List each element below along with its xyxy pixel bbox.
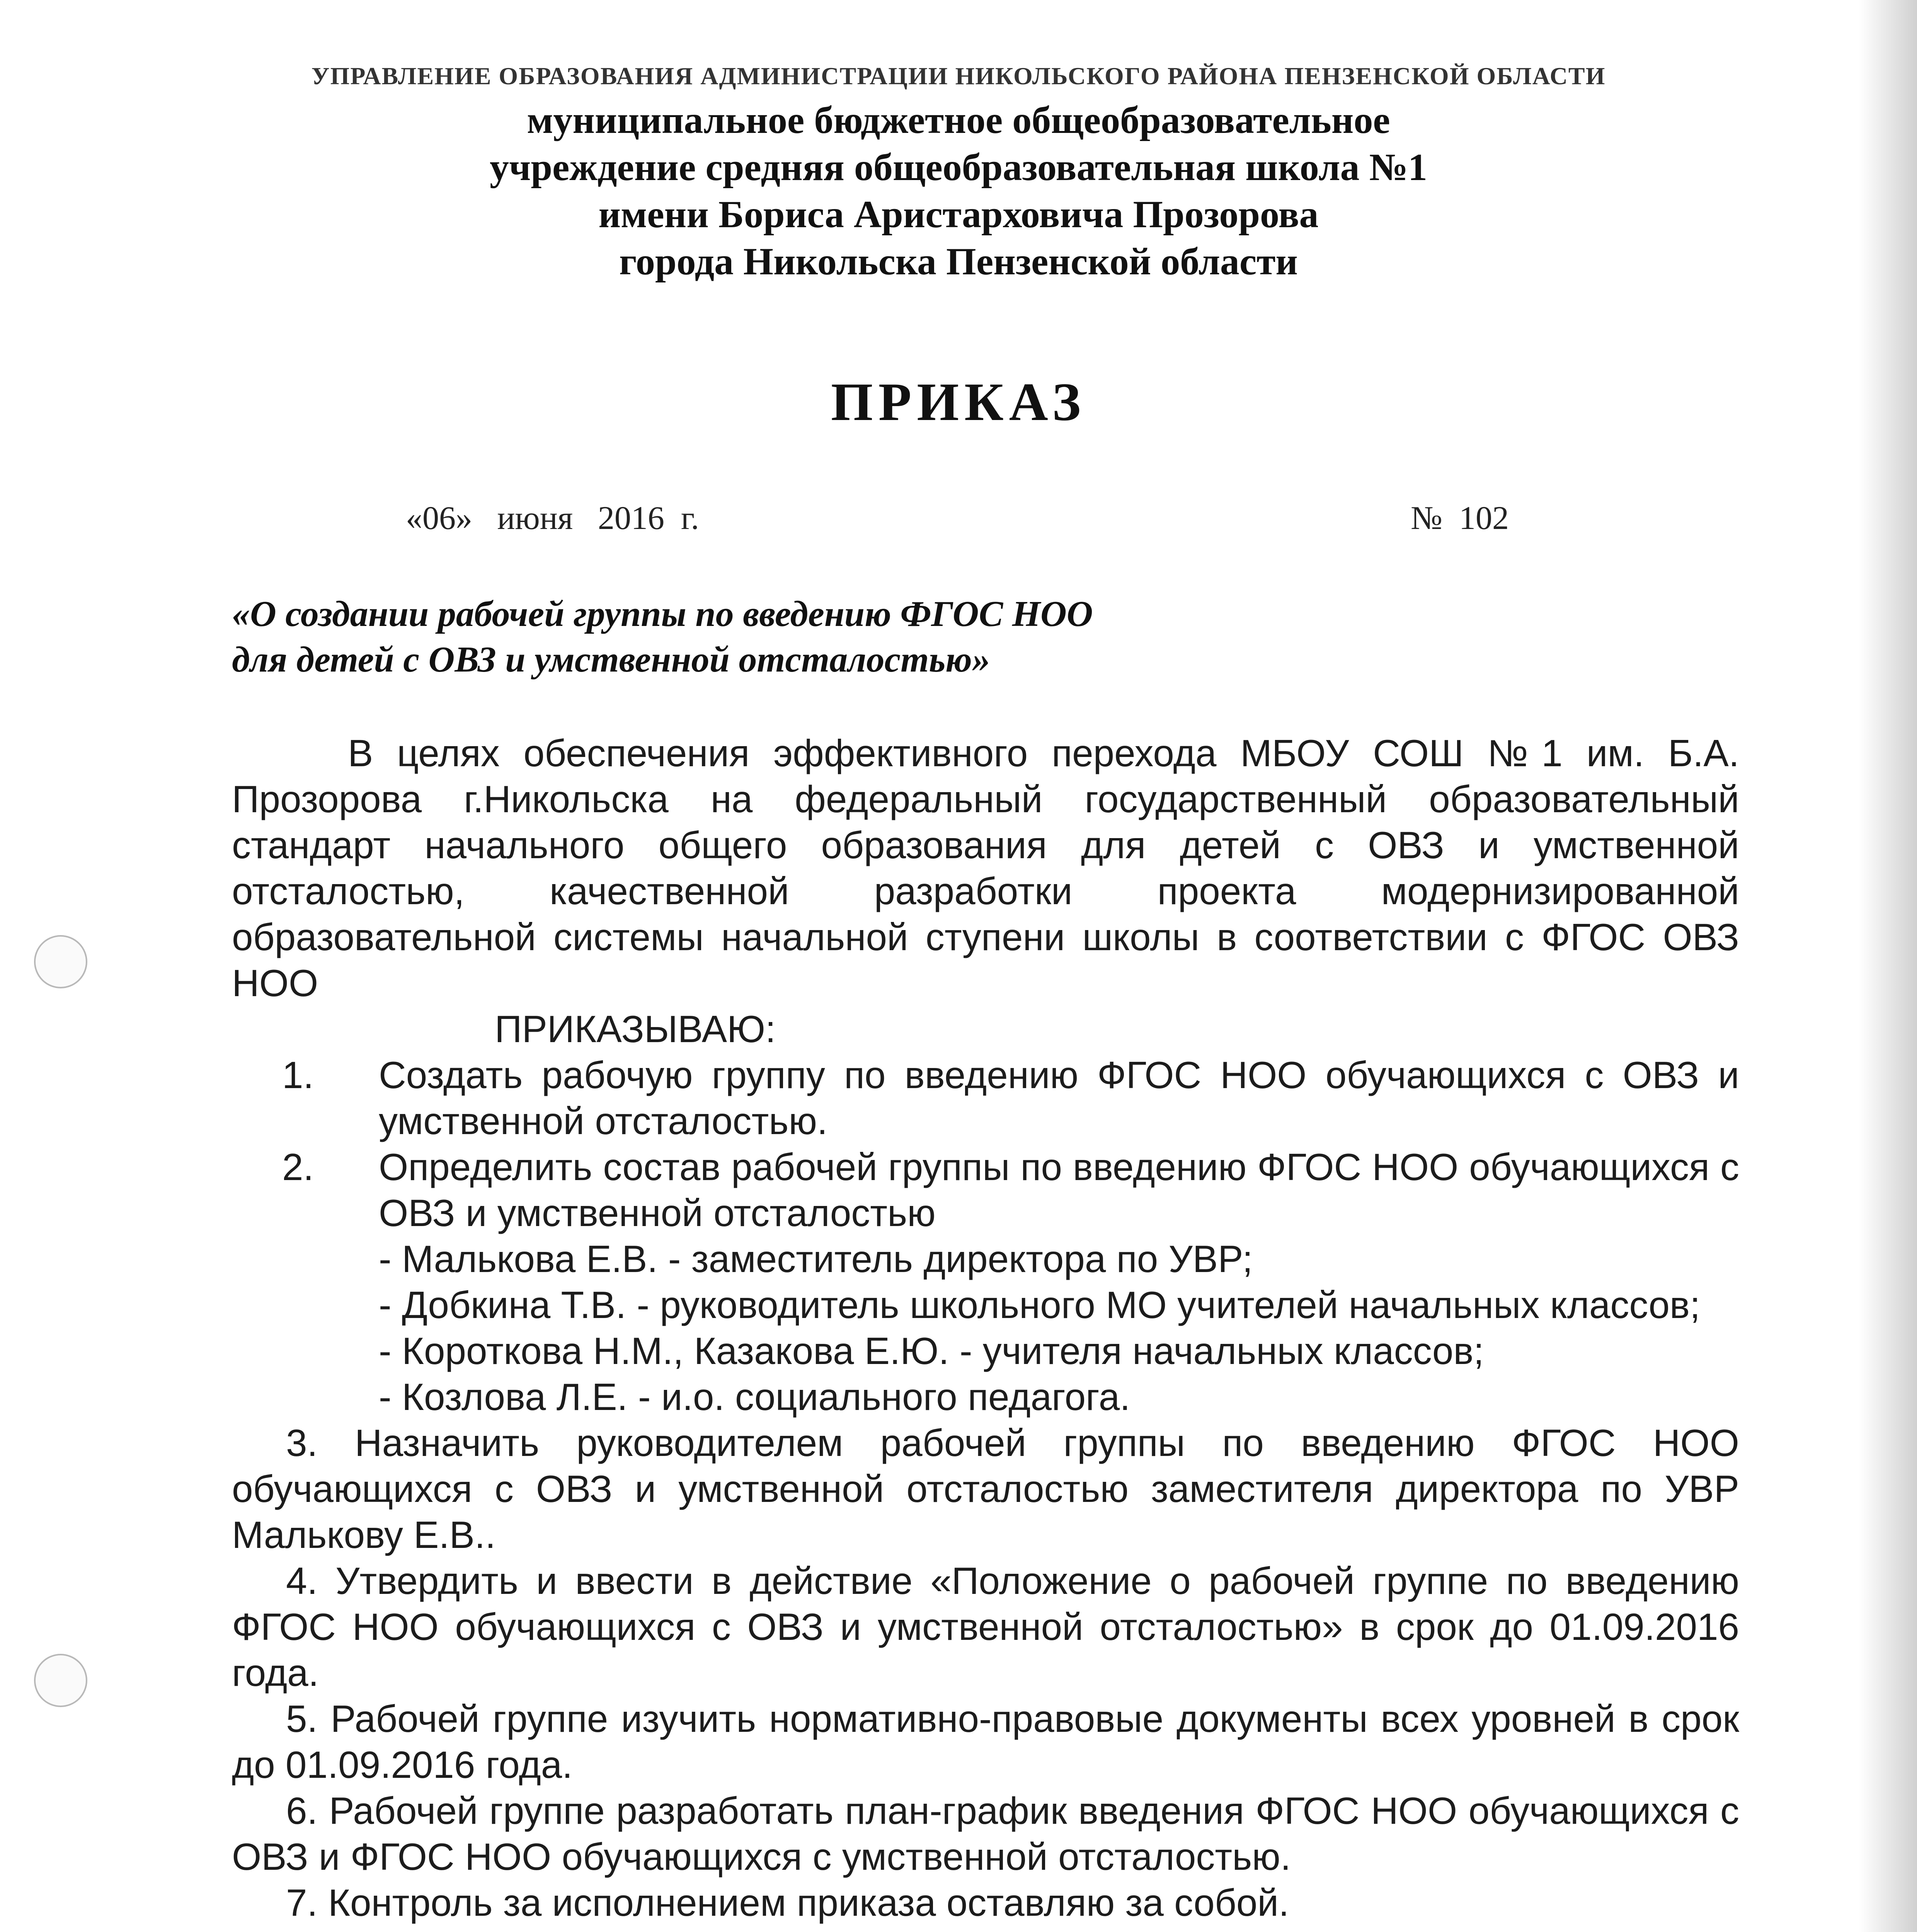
item-text: Рабочей группе изучить нормативно-правовые документы всех уровней в срок до 01.09.2016 года.: [232, 1697, 1739, 1786]
item-text: Назначить руководителем рабочей группы по введению ФГОС НОО обучающихся с ОВЗ и умственной отсталостью заместителя директора по УВР Малькову Е.В..: [232, 1422, 1739, 1556]
item-text: Рабочей группе разработать план-график введения ФГОС НОО обучающихся с ОВЗ и ФГОС НОО обучающихся с умственной отсталостью.: [232, 1789, 1739, 1878]
item-text: Контроль за исполнением приказа оставляю за собой.: [328, 1881, 1289, 1924]
subject-line: для детей с ОВЗ и умственной отсталостью»: [232, 639, 990, 680]
item-number: 6.: [286, 1789, 318, 1832]
order-item: [232, 1788, 1739, 1880]
item-number: 3.: [286, 1422, 318, 1464]
school-name-line: города Никольска Пензенской области: [619, 240, 1298, 283]
document-title: ПРИКАЗ: [831, 372, 1086, 432]
punch-hole-icon: [34, 1654, 87, 1707]
group-member: - Малькова Е.В. - заместитель директора по УВР;: [379, 1238, 1253, 1280]
order-item: [232, 1144, 1739, 1236]
order-subject: [232, 591, 1855, 682]
preamble: В целях обеспечения эффективного перехода МБОУ СОШ №1 им. Б.А. Прозорова г.Никольска на федеральный государственный образовательный стандарт начального общего образования для детей с ОВЗ и умственной отсталостью, качественной разработки проекта модернизированной образовательной системы начальной ступени школы в соответствии с ФГОС ОВЗ НОО: [232, 732, 1739, 1004]
item-number: 1.: [282, 1054, 314, 1096]
punch-hole-icon: [34, 935, 87, 988]
school-name: [0, 97, 1917, 285]
group-member: - Козлова Л.Е. - и.о. социального педагога.: [379, 1376, 1130, 1418]
order-item: [232, 1052, 1739, 1144]
item-number: 2.: [282, 1146, 314, 1188]
authority-header: УПРАВЛЕНИЕ ОБРАЗОВАНИЯ АДМИНИСТРАЦИИ НИКОЛЬСКОГО РАЙОНА ПЕНЗЕНСКОЙ ОБЛАСТИ: [311, 62, 1606, 90]
school-name-line: учреждение средняя общеобразовательная школа №1: [489, 146, 1428, 189]
subject-line: «О создании рабочей группы по введению ФГОС НОО: [232, 594, 1093, 634]
order-item: [232, 1420, 1739, 1558]
item-number: 7.: [286, 1881, 318, 1924]
item-number: 5.: [286, 1697, 318, 1740]
scan-edge-shade: [1859, 0, 1917, 1932]
order-date: «06» июня 2016 г.: [406, 499, 699, 536]
item-text: Утвердить и ввести в действие «Положение о рабочей группе по введению ФГОС НОО обучающихся с ОВЗ и умственной отсталостью» в срок до 01.09.2016 года.: [232, 1560, 1739, 1694]
order-number: № 102: [1411, 499, 1509, 536]
item-number: 4.: [286, 1560, 318, 1602]
item-text: Создать рабочую группу по введению ФГОС НОО обучающихся с ОВЗ и умственной отсталостью.: [379, 1054, 1739, 1142]
order-item: [232, 1696, 1739, 1788]
order-item: [232, 1880, 1739, 1926]
order-body: [232, 730, 1739, 1926]
item-text: Определить состав рабочей группы по введению ФГОС НОО обучающихся с ОВЗ и умственной отсталостью: [379, 1146, 1739, 1234]
school-name-line: муниципальное бюджетное общеобразовательное: [527, 99, 1390, 141]
group-member: - Короткова Н.М., Казакова Е.Ю. - учителя начальных классов;: [379, 1330, 1484, 1372]
school-name-line: имени Бориса Аристарховича Прозорова: [598, 193, 1319, 236]
group-member: - Добкина Т.В. - руководитель школьного МО учителей начальных классов;: [379, 1284, 1701, 1326]
order-word: ПРИКАЗЫВАЮ:: [495, 1008, 776, 1050]
order-item: [232, 1558, 1739, 1696]
